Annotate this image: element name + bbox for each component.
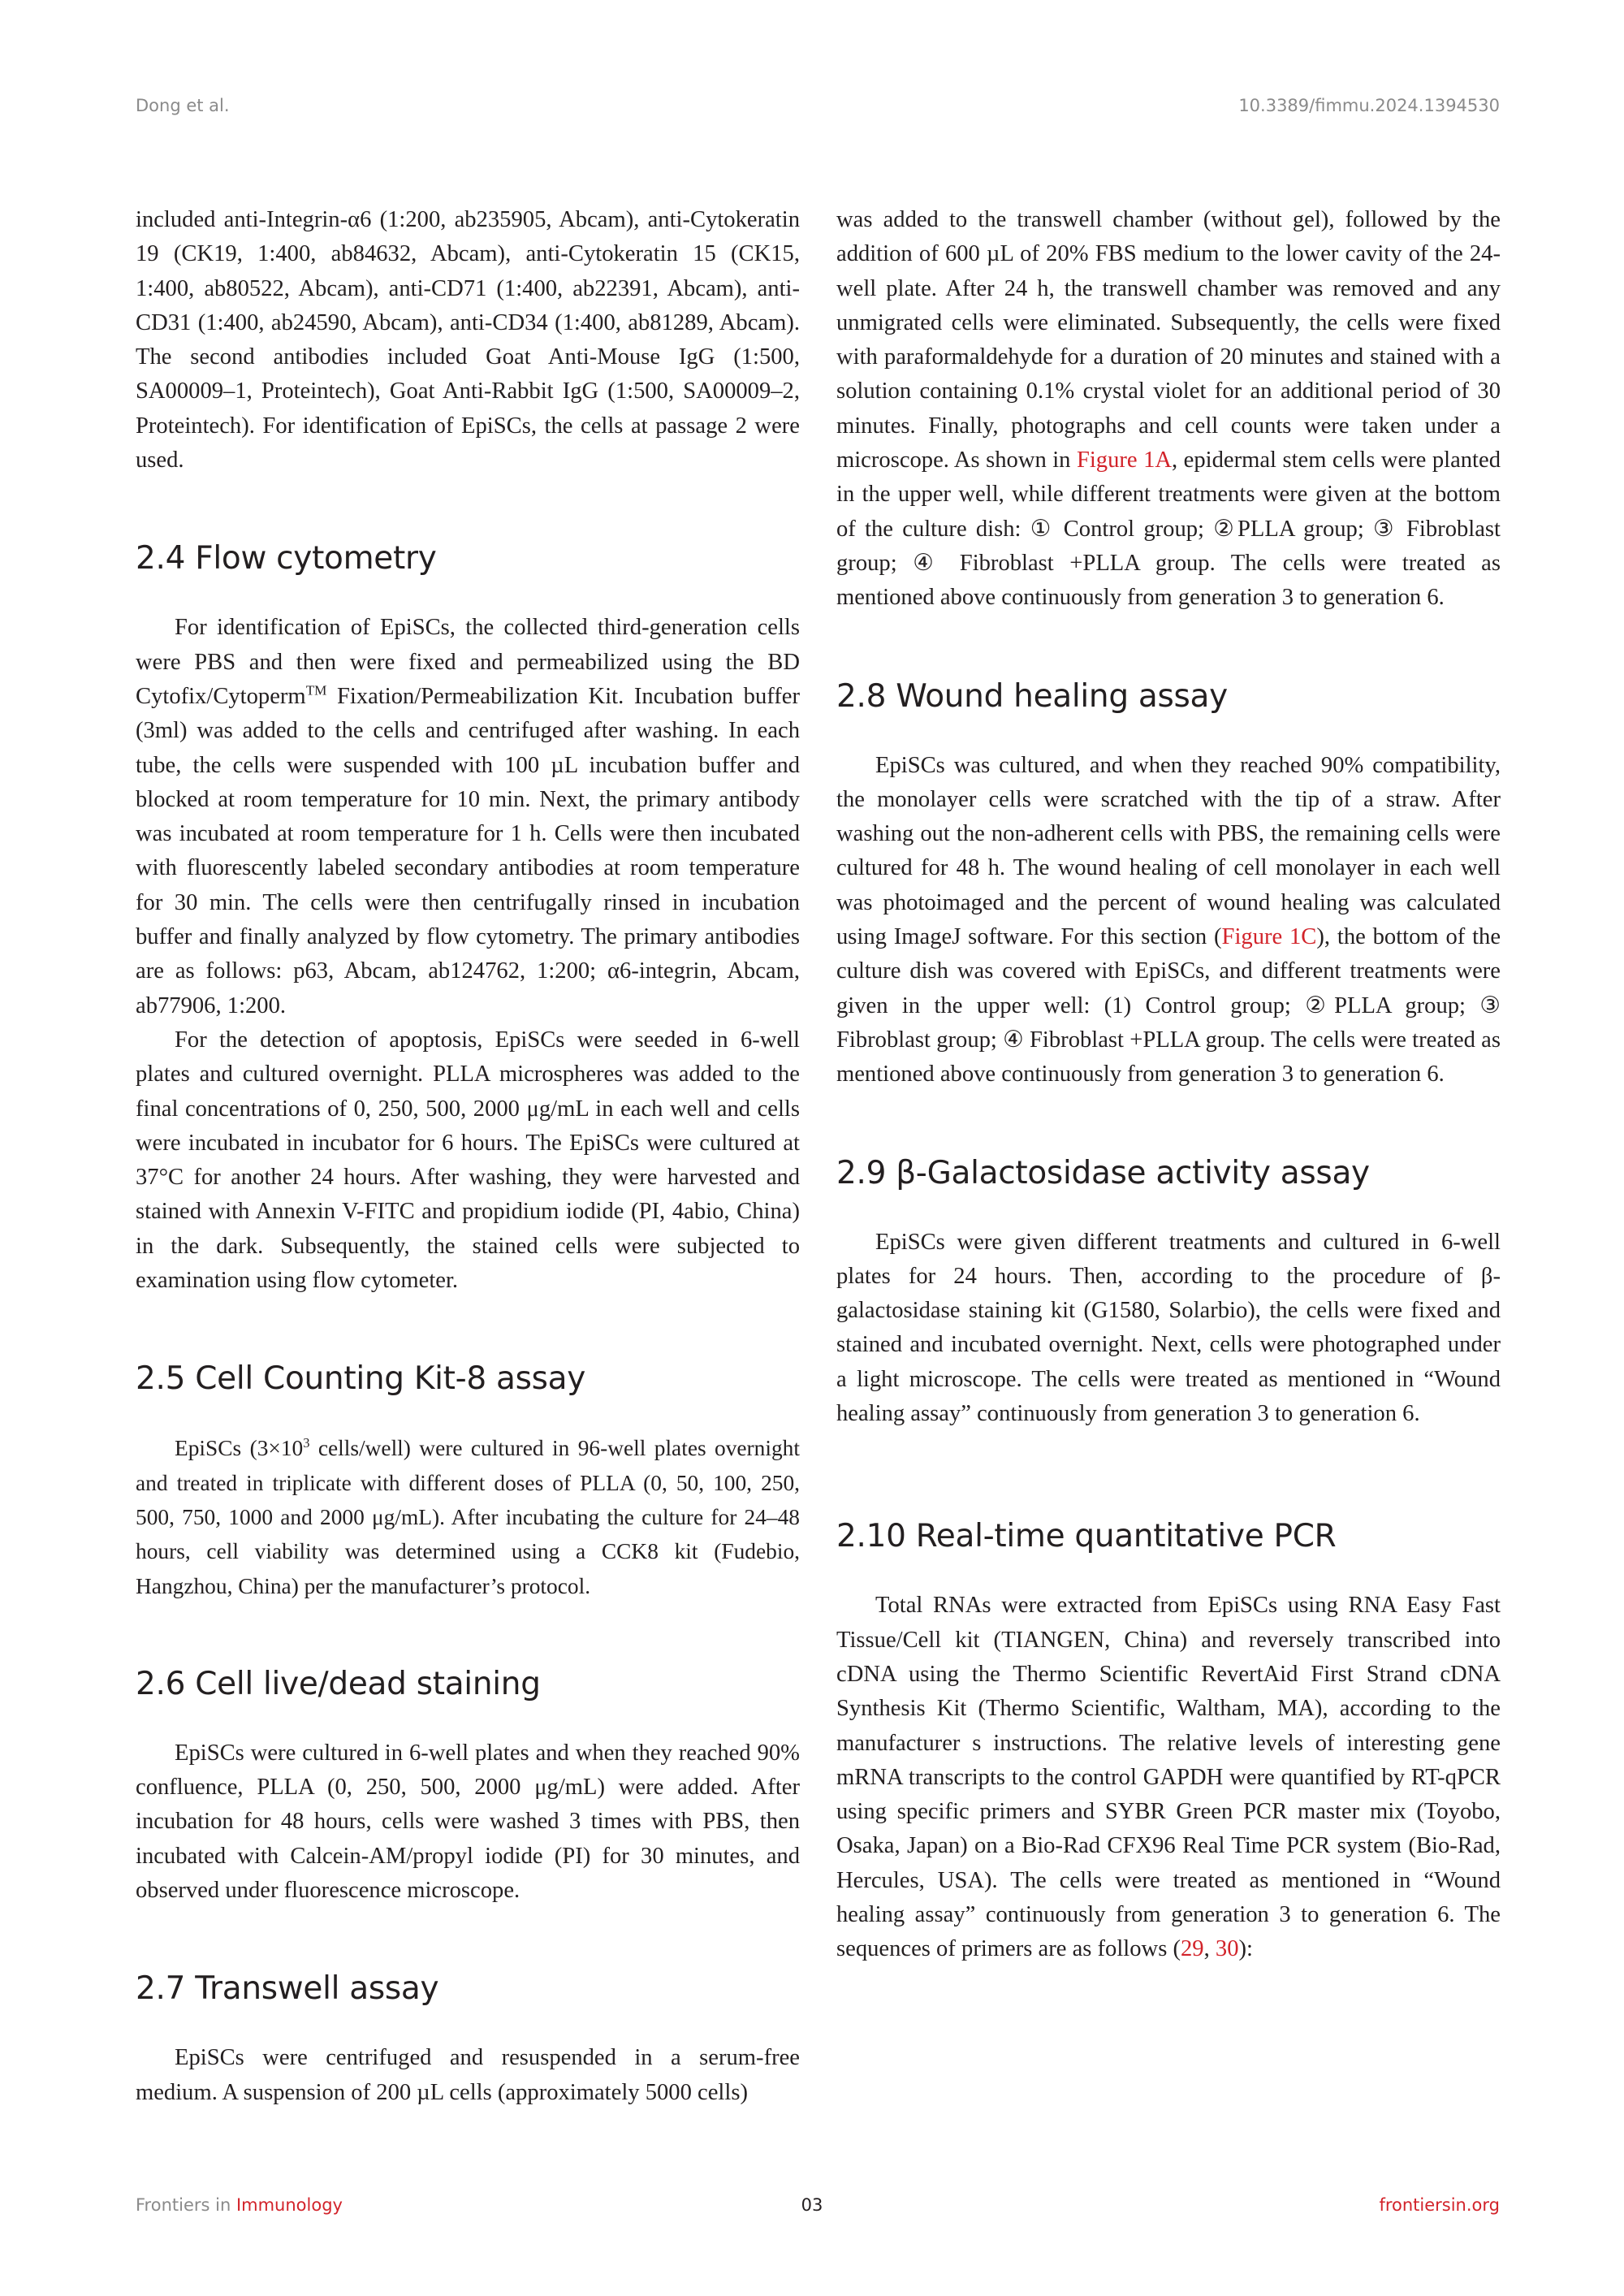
paragraph-beta-galactosidase: EpiSCs were given different treatments and cultured in 6-well plates for 24 hours. Then, according to the procedure of β-galactosidase staining kit (G1580, Solarbio), the cells were fixed and stained and incubated overnight. Next, cells were photographed under a light microscope. The cells were treated as mentioned in “Wound healing assay” continuously from generation 3 to generation 6. xyxy=(836,1229,1501,1427)
figure-1c-link[interactable]: Figure 1C xyxy=(1221,924,1317,950)
paragraph-flow-2: For the detection of apoptosis, EpiSCs were seeded in 6-well plates and cultured overnight. PLLA microspheres was added to the final concentrations of 0, 250, 500, 2000 μg/mL in each well and cells were incubated in incubator for 6 hours. The EpiSCs were cultured at 37°C for another 24 hours. After washing, they were harvested and stained with Annexin V-FITC and propidium iodide (PI, 4abio, China) in the dark. Subsequently, the stained cells were subjected to examination using flow cytometer. xyxy=(136,1027,800,1294)
paragraph-flow-1-text-b: Fixation/Permeabilization Kit. Incubation buffer (3ml) was added to the cells and centrifuged after washing. In each tube, the cells were suspended with 100 µL incubation buffer and blocked at room temperature for 10 min. Next, the primary antibody was incubated at room temperature for 1 h. Cells were then incubated with fluorescently labeled secondary antibodies at room temperature for 30 min. The cells were then centrifugally rinsed in incubation buffer and finally analyzed by flow cytometry. The primary antibodies are as follows: p63, Abcam, ab124762, 1:200; α6-integrin, Abcam, ab77906, 1:200. xyxy=(136,683,800,1018)
pcr-text-a: Total RNAs were extracted from EpiSCs using RNA Easy Fast Tissue/Cell kit (TIANGEN, China) and reversely transcribed into cDNA using the Thermo Scientific RevertAid First Strand cDNA Synthesis Kit (Thermo Scientific, Waltham, MA), according to the manufacturer s instructions. The relative levels of interesting gene mRNA transcripts to the control GAPDH were quantified by RT-qPCR using specific primers and SYBR Green PCR master mix (Toyobo, Osaka, Japan) on a Bio-Rad CFX96 Real Time PCR system (Bio-Rad, Hercules, USA). The cells were treated as mentioned in “Wound healing assay” continuously from generation 3 to generation 6. The sequences of primers are as follows ( xyxy=(836,1593,1501,1962)
pcr-text-end: ): xyxy=(1238,1936,1253,1962)
exponent-superscript: 3 xyxy=(303,1435,310,1451)
right-column xyxy=(836,203,1501,1967)
heading-flow-cytometry: 2.4 Flow cytometry xyxy=(136,540,437,577)
wound-text-a: EpiSCs was cultured, and when they reached 90% compatibility, the monolayer cells were scratched with the tip of a straw. After washing out the non-adherent cells with PBS, the remaining cells were cultured for 48 h. The wound healing of cell monolayer in each well was photoimaged and the percent of wound healing was calculated using ImageJ software. For this section ( xyxy=(836,752,1501,950)
footer-page-number: 03 xyxy=(801,2195,823,2215)
paragraph-cck8-text-b: cells/well) were cultured in 96-well plates overnight and treated in triplicate with different doses of PLLA (0, 50, 100, 250, 500, 750, 1000 and 2000 μg/mL). After incubating the culture for 24–48 hours, cell viability was determined using a CCK8 kit (Fudebio, Hangzhou, China) per the manufacturer’s protocol. xyxy=(136,1436,800,1598)
footer-site-link[interactable]: frontiersin.org xyxy=(1379,2195,1500,2215)
reference-separator: , xyxy=(1203,1936,1216,1962)
running-head-authors: Dong et al. xyxy=(136,96,230,115)
reference-29-link[interactable]: 29 xyxy=(1181,1936,1204,1962)
heading-cck8: 2.5 Cell Counting Kit-8 assay xyxy=(136,1360,586,1398)
heading-wound-healing: 2.8 Wound healing assay xyxy=(836,677,1228,715)
transwell-text-a: was added to the transwell chamber (without gel), followed by the addition of 600 µL of 20% FBS medium to the lower cavity of the 24-well plate. After 24 h, the transwell chamber was removed and any unmigrated cells were eliminated. Subsequently, the cells were fixed with paraformaldehyde for a duration of 20 minutes and stained with a solution containing 0.1% crystal violet for an additional period of 30 minutes. Finally, photographs and cell counts were taken under a microscope. As shown in xyxy=(836,207,1501,473)
paragraph-flow-1-text-a: For identification of EpiSCs, the collected third-generation cells were PBS and then were fixed and permeabilized using the BD Cytofix/Cytoperm xyxy=(136,615,800,709)
reference-30-link[interactable]: 30 xyxy=(1215,1936,1239,1962)
paragraph-live-dead: EpiSCs were cultured in 6-well plates and when they reached 90% confluence, PLLA (0, 250, 500, 2000 μg/mL) were added. After incubation for 48 hours, cells were washed 3 times with PBS, then incubated with Calcein-AM/propyl iodide (PI) for 30 minutes, and observed under fluorescence microscope. xyxy=(136,1740,800,1903)
wound-text-b: ), the bottom of the culture dish was covered with EpiSCs, and different treatments were given in the upper well: (1) Control group; ②PLLA group; ③ Fibroblast group; ④ Fibroblast +PLLA group. The cells were treated as mentioned above continuously from generation 3 to generation 6. xyxy=(836,924,1501,1087)
paragraph-rt-qpcr xyxy=(836,1589,1501,1966)
figure-1a-link[interactable]: Figure 1A xyxy=(1076,448,1173,473)
running-head-doi: 10.3389/fimmu.2024.1394530 xyxy=(1238,96,1500,115)
heading-live-dead: 2.6 Cell live/dead staining xyxy=(136,1665,541,1702)
trademark-superscript: TM xyxy=(305,682,327,698)
left-column xyxy=(136,203,800,2110)
paragraph-cck8-text-a: EpiSCs (3×10 xyxy=(175,1436,304,1461)
footer-journal-prefix: Frontiers in xyxy=(136,2195,236,2215)
paragraph-antibodies: included anti-Integrin-α6 (1:200, ab235905, Abcam), anti-Cytokeratin 19 (CK19, 1:400, ab84632, Abcam), anti-Cytokeratin 15 (CK15, 1:400, ab80522, Abcam), anti-CD71 (1:400, ab22391, Abcam), anti-CD31 (1:400, ab24590, Abcam), anti-CD34 (1:400, ab81289, Abcam). The second antibodies included Goat Anti-Mouse IgG (1:500, SA00009–1, Proteintech), Goat Anti-Rabbit IgG (1:500, SA00009–2, Proteintech). For identification of EpiSCs, the cells at passage 2 were used. xyxy=(136,207,800,473)
paragraph-cck8 xyxy=(136,1431,800,1602)
footer-journal-name[interactable]: Immunology xyxy=(235,2195,343,2215)
heading-beta-galactosidase: 2.9 β-Galactosidase activity assay xyxy=(836,1154,1370,1191)
paragraph-transwell: EpiSCs were centrifuged and resuspended in a serum-free medium. A suspension of 200 µL cells (approximately 5000 cells) xyxy=(136,2045,800,2105)
paragraph-transwell-continued xyxy=(836,203,1501,616)
transwell-text-b: , epidermal stem cells were planted in the upper well, while different treatments were given at the bottom of the culture dish: ① Control group; ②PLLA group; ③ Fibroblast group; ④ Fibroblast +PLLA group. The cells were treated as mentioned above continuously from generation 3 to generation 6. xyxy=(836,448,1501,611)
heading-transwell: 2.7 Transwell assay xyxy=(136,1970,439,2008)
paragraph-flow-1 xyxy=(136,611,800,1023)
paragraph-wound-healing xyxy=(836,749,1501,1092)
heading-rt-qpcr: 2.10 Real-time quantitative PCR xyxy=(836,1518,1337,1555)
